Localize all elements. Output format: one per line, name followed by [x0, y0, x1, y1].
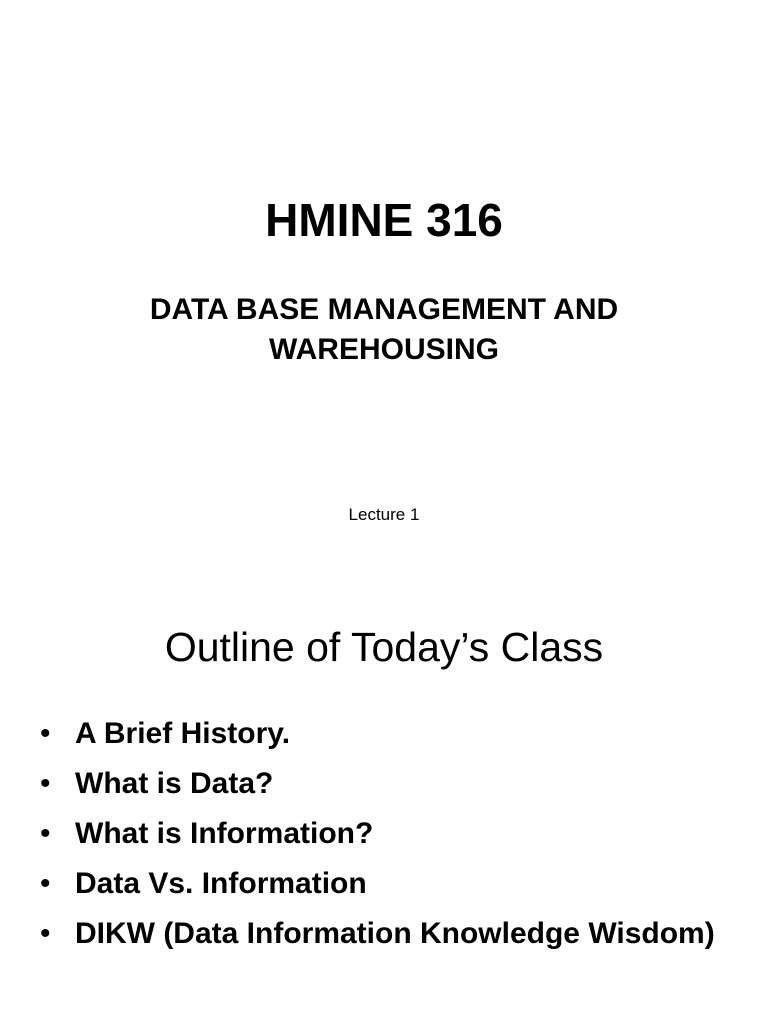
course-title: [0, 290, 768, 370]
course-code: HMINE 316: [265, 194, 503, 246]
outline-slide: [0, 576, 768, 1024]
outline-item: [40, 914, 740, 954]
outline-item-text: A Brief History.: [75, 717, 291, 750]
outline-list: [40, 714, 740, 964]
course-title-line: DATA BASE MANAGEMENT AND: [149, 293, 619, 326]
outline-item: [40, 764, 740, 804]
outline-item-text: Data Vs. Information: [75, 867, 367, 900]
bullet-icon: •: [40, 917, 51, 950]
bullet-icon: •: [40, 817, 51, 850]
outline-item-text: DIKW (Data Information Knowledge Wisdom): [75, 917, 715, 950]
outline-title: Outline of Today’s Class: [164, 624, 604, 670]
outline-item: [40, 814, 740, 854]
lecture-label: Lecture 1: [348, 505, 420, 524]
outline-item: [40, 714, 740, 754]
bullet-icon: •: [40, 867, 51, 900]
bullet-icon: •: [40, 717, 51, 750]
outline-item: [40, 864, 740, 904]
outline-item-text: What is Information?: [75, 817, 374, 850]
bullet-icon: •: [40, 767, 51, 800]
course-title-line: WAREHOUSING: [268, 333, 499, 366]
outline-item-text: What is Data?: [75, 767, 274, 800]
